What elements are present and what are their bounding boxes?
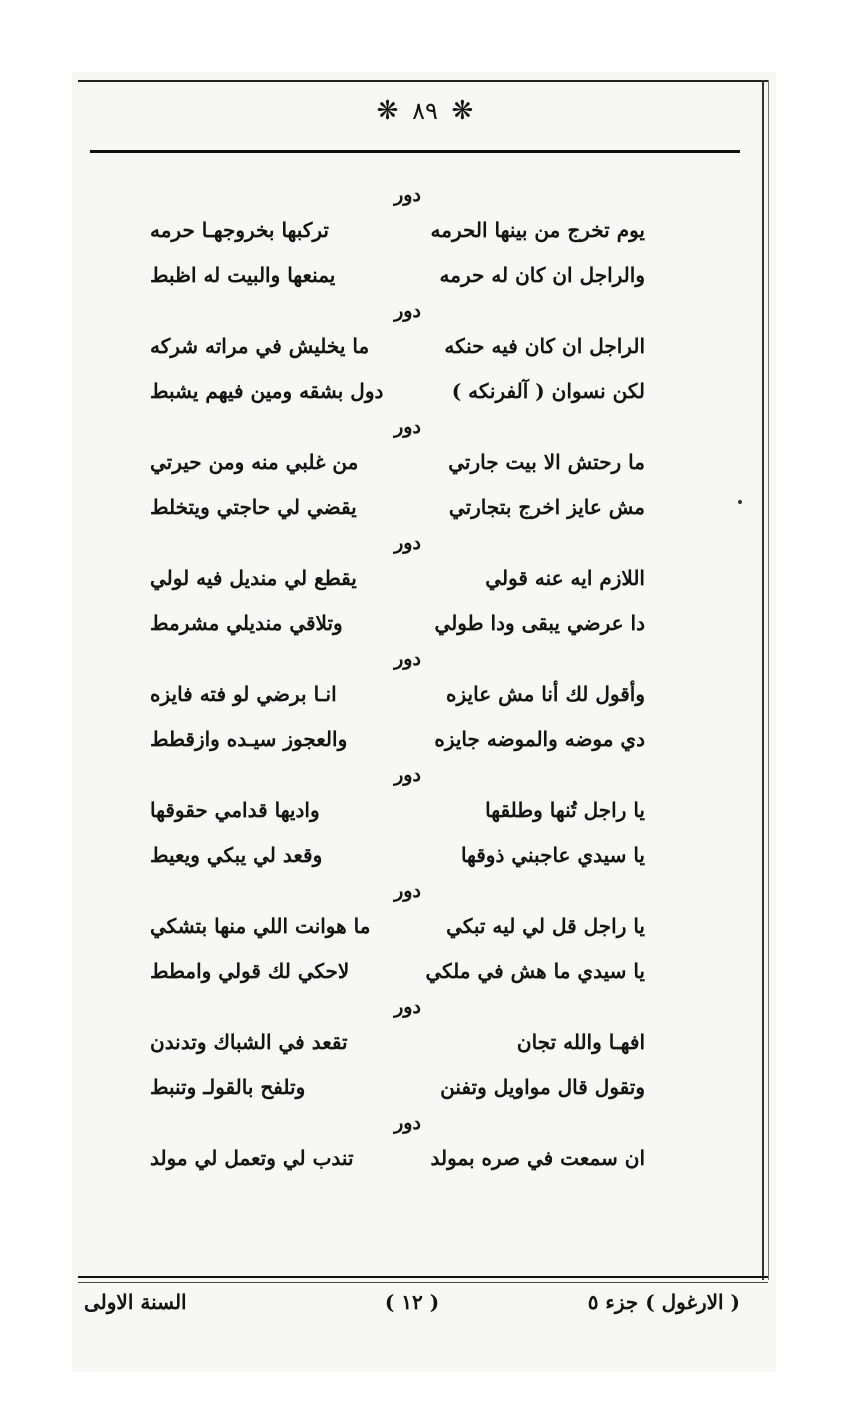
verse-line [150,1065,645,1110]
stanza-label: دور [394,1112,421,1134]
footer-year: السنة الاولى [84,1290,187,1314]
hemistich-second: دول بشقه ومين فيهم يشبط [150,379,384,403]
top-border-rule [78,80,768,82]
ornament-right-icon: ❋ [451,96,474,126]
hemistich-second: يقطع لي منديل فيه لولي [150,566,357,590]
verse-line [150,369,645,414]
stanza-label: دور [394,880,421,902]
hemistich-second: تندب لي وتعمل لي مولد [150,1146,354,1170]
verse-line [150,1136,645,1181]
verse-line [150,949,645,994]
stanza [150,298,645,414]
stanza [150,530,645,646]
hemistich-first: دا عرضي يبقى ودا طولي [434,611,645,635]
verse-line [150,601,645,646]
verse-line [150,904,645,949]
ornament-left-icon: ❋ [376,96,399,126]
page-header [0,96,850,126]
verse-line [150,556,645,601]
verse-line [150,485,645,530]
hemistich-second: وتلاقي منديلي مشرمط [150,611,343,635]
hemistich-first: الراجل ان كان فيه حنكه [444,334,645,358]
footer-issue-number: ( ١٢ ) [384,1290,440,1314]
footer-rule-thin [78,1282,768,1283]
hemistich-second: انـا برضي لو فته فايزه [150,682,337,706]
verse-line [150,440,645,485]
hemistich-first: يا راجل تُنها وطلقها [485,798,645,822]
hemistich-second: من غلبي منه ومن حيرتي [150,450,359,474]
footer-publication: ( الارغول ) جزء ٥ [587,1290,740,1314]
stanza-label: دور [394,532,421,554]
stanza-label: دور [394,764,421,786]
stanza-label: دور [394,416,421,438]
stanza [150,646,645,762]
hemistich-first: يا سيدي عاجبني ذوقها [460,843,645,867]
stanza-label: دور [394,300,421,322]
poem-body [150,182,645,1181]
hemistich-first: مش عايز اخرج بتجارتي [448,495,645,519]
stanza [150,878,645,994]
hemistich-first: والراجل ان كان له حرمه [439,263,645,287]
hemistich-first: يا سيدي ما هش في ملكي [425,959,645,983]
hemistich-second: وقعد لي يبكي ويعيط [150,843,323,867]
header-rule [90,150,740,153]
hemistich-first: لكن نسوان ( آلفرنكه ) [451,379,645,403]
stanza [150,762,645,878]
page-footer [84,1290,740,1330]
verse-line [150,324,645,369]
verse-line [150,253,645,298]
hemistich-first: افهـا والله تجان [516,1030,645,1054]
hemistich-second: تركبها بخروجهـا حرمه [150,218,329,242]
hemistich-second: تقعد في الشباك وتدندن [150,1030,348,1054]
verse-line [150,788,645,833]
stanza [150,1110,645,1181]
hemistich-second: والعجوز سيـده وازقطط [150,727,348,751]
hemistich-second: وتلفح بالقولـ وتنبط [150,1075,306,1099]
footer-rule [78,1276,768,1278]
right-border-rule [762,80,764,1280]
verse-line [150,1020,645,1065]
stanza-label: دور [394,184,421,206]
hemistich-first: وتقول قال مواويل وتفنن [440,1075,645,1099]
hemistich-second: لاحكي لك قولي وامطط [150,959,350,983]
stanza [150,182,645,298]
verse-line [150,717,645,762]
hemistich-second: واديها قدامي حقوقها [150,798,320,822]
hemistich-first: وأقول لك أنا مش عايزه [446,682,645,706]
hemistich-first: ما رحتش الا بيت جارتي [448,450,645,474]
stanza-label: دور [394,996,421,1018]
hemistich-first: اللازم ايه عنه قولي [485,566,645,590]
hemistich-first: ان سمعت في صره بمولد [430,1146,645,1170]
hemistich-second: ما يخليش في مراته شركه [150,334,370,358]
page-number: ٨٩ [412,97,438,125]
hemistich-second: ما هوانت اللي منها بتشكي [150,914,371,938]
hemistich-second: يقضي لي حاجتي ويتخلط [150,495,357,519]
print-speck [738,500,742,504]
stanza [150,414,645,530]
stanza-label: دور [394,648,421,670]
verse-line [150,672,645,717]
hemistich-first: يوم تخرج من بينها الحرمه [430,218,645,242]
right-border-rule-thin [768,80,769,1280]
hemistich-second: يمنعها والبيت له اظبط [150,263,336,287]
verse-line [150,833,645,878]
hemistich-first: يا راجل قل لي ليه تبكي [446,914,645,938]
verse-line [150,208,645,253]
stanza [150,994,645,1110]
hemistich-first: دي موضه والموضه جايزه [434,727,645,751]
